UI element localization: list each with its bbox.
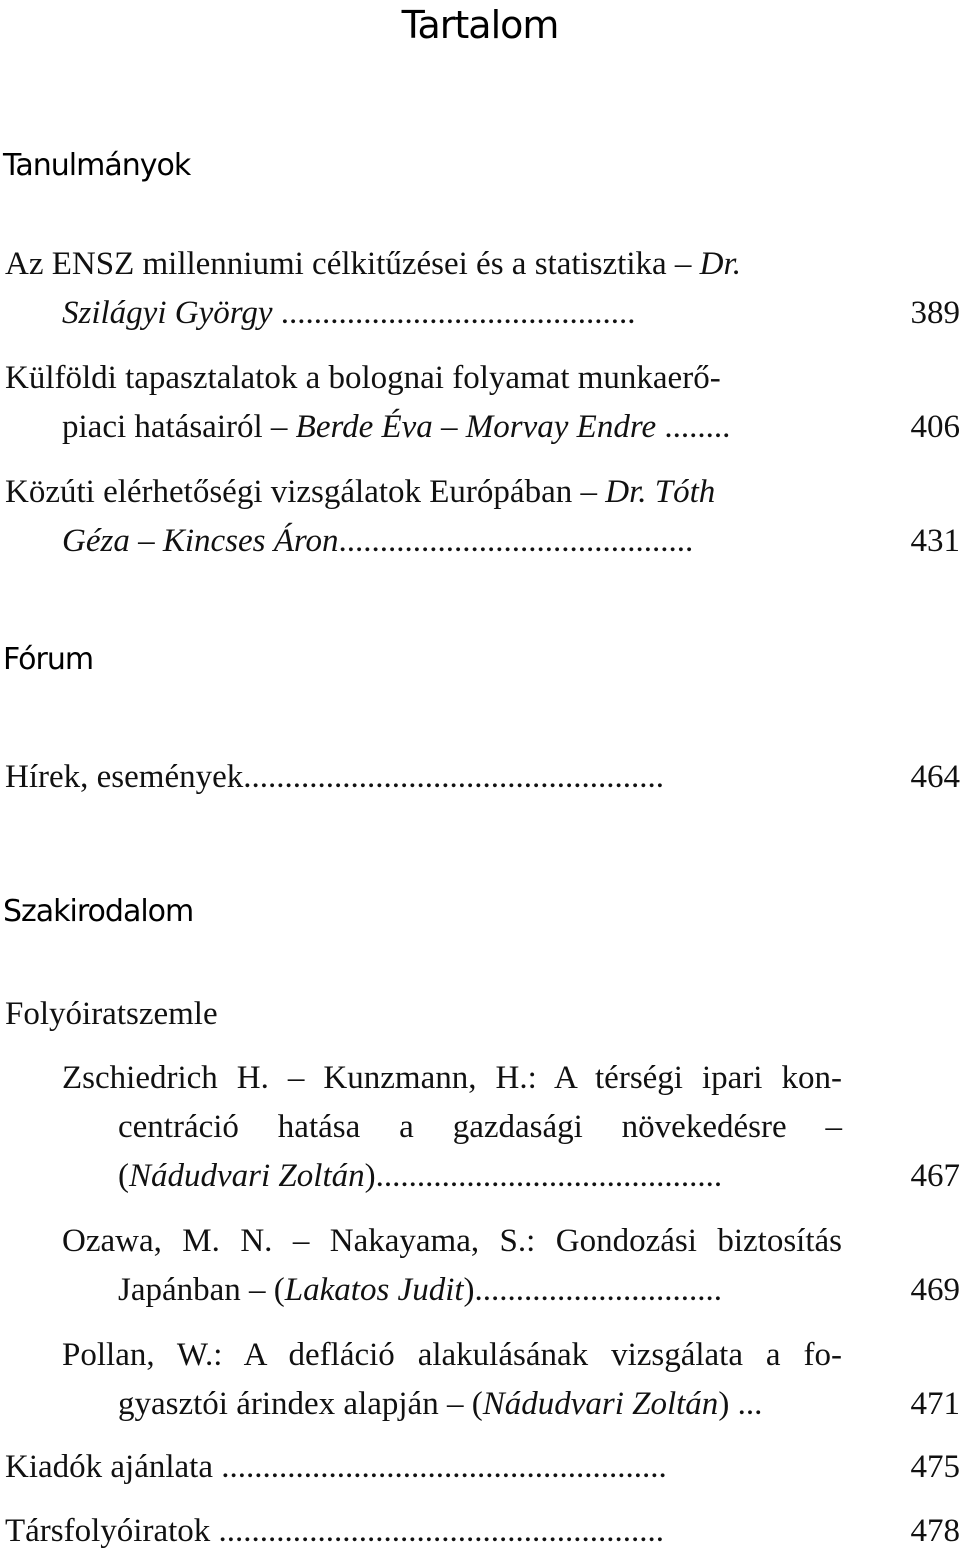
toc-entry-line xyxy=(5,1509,664,1553)
toc-entry-reviewer: Lakatos Judit xyxy=(284,1272,464,1308)
toc-entry-line xyxy=(62,405,730,449)
toc-leader-dots: ................................................... xyxy=(243,759,664,795)
page-title: Tartalom xyxy=(401,3,559,47)
toc-entry-line: Ozawa, M. N. – Nakayama, S.: Gondozási biztosítás xyxy=(62,1223,842,1259)
toc-entry-title: Külföldi tapasztalatok a bolognai folyamat munkaerő- xyxy=(5,360,721,396)
toc-entry-line xyxy=(5,356,721,400)
toc-entry-title: Társfolyóiratok xyxy=(5,1513,211,1549)
toc-entry-line: Pollan, W.: A defláció alakulásának vizsgálata a fo- xyxy=(62,1337,842,1373)
toc-entry-reviewer: Nádudvari Zoltán xyxy=(129,1158,365,1194)
toc-leader-dots: .......................................... xyxy=(375,1158,723,1194)
toc-leader-dots: ... xyxy=(729,1386,763,1422)
toc-entry-author: Berde Éva – Morvay Endre xyxy=(295,409,657,445)
toc-leader-dots: ........ xyxy=(656,409,731,445)
toc-entry-line xyxy=(62,519,693,563)
toc-entry-line xyxy=(118,1154,722,1198)
toc-page-number: 469 xyxy=(910,1272,960,1308)
toc-entry-line xyxy=(5,755,664,799)
toc-subheading-folyoiratszemle: Folyóiratszemle xyxy=(5,996,218,1032)
toc-entry-line xyxy=(5,242,741,286)
toc-entry-line xyxy=(5,1445,667,1489)
toc-entry-title: Közúti elérhetőségi vizsgálatok Európában – xyxy=(5,474,606,510)
section-heading-forum: Fórum xyxy=(3,642,94,677)
toc-entry-line xyxy=(5,470,715,514)
section-heading-tanulmanyok: Tanulmányok xyxy=(3,148,191,183)
toc-entry-punct: ) xyxy=(364,1158,376,1194)
toc-page-number: 406 xyxy=(910,409,960,445)
toc-entry-title: Japánban – ( xyxy=(118,1272,285,1308)
toc-entry-punct: ( xyxy=(118,1158,129,1194)
toc-entry-line xyxy=(62,291,636,335)
toc-page-number: 475 xyxy=(910,1449,960,1485)
toc-entry-punct: ) xyxy=(463,1272,475,1308)
toc-leader-dots: ...................................................... xyxy=(213,1449,667,1485)
section-heading-szakirodalom: Szakirodalom xyxy=(3,894,194,929)
toc-entry-reviewer: Nádudvari Zoltán xyxy=(482,1386,719,1422)
toc-entry-title: Kiadók ajánlata xyxy=(5,1449,213,1485)
toc-entry-author: Géza – Kincses Áron xyxy=(62,523,339,559)
toc-entry-author: Dr. xyxy=(699,246,741,282)
toc-entry-line: Zschiedrich H. – Kunzmann, H.: A térségi ipari kon- xyxy=(62,1060,842,1096)
toc-page-number: 467 xyxy=(910,1158,960,1194)
toc-entry-line xyxy=(118,1268,722,1312)
toc-entry-title: gyasztói árindex alapján – ( xyxy=(118,1386,483,1422)
toc-leader-dots: .............................. xyxy=(474,1272,723,1308)
toc-page-number: 471 xyxy=(910,1386,960,1422)
toc-entry-title: Az ENSZ millenniumi célkitűzései és a statisztika – xyxy=(5,246,700,282)
toc-leader-dots: ...................................................... xyxy=(210,1513,665,1549)
toc-entry-title: piaci hatásairól – xyxy=(62,409,296,445)
toc-page-number: 389 xyxy=(910,295,960,331)
toc-leader-dots: ........................................... xyxy=(338,523,694,559)
toc-entry-line: centráció hatása a gazdasági növekedésre – xyxy=(118,1109,842,1145)
toc-entry-punct: ) xyxy=(718,1386,730,1422)
toc-entry-line xyxy=(118,1382,762,1426)
toc-page-number: 478 xyxy=(910,1513,960,1549)
toc-entry-author: Dr. Tóth xyxy=(605,474,716,510)
toc-page-number: 464 xyxy=(910,759,960,795)
toc-leader-dots: ........................................... xyxy=(272,295,636,331)
toc-entry-title: Hírek, események xyxy=(5,759,244,795)
toc-entry-author: Szilágyi György xyxy=(62,295,273,331)
toc-page-number: 431 xyxy=(910,523,960,559)
